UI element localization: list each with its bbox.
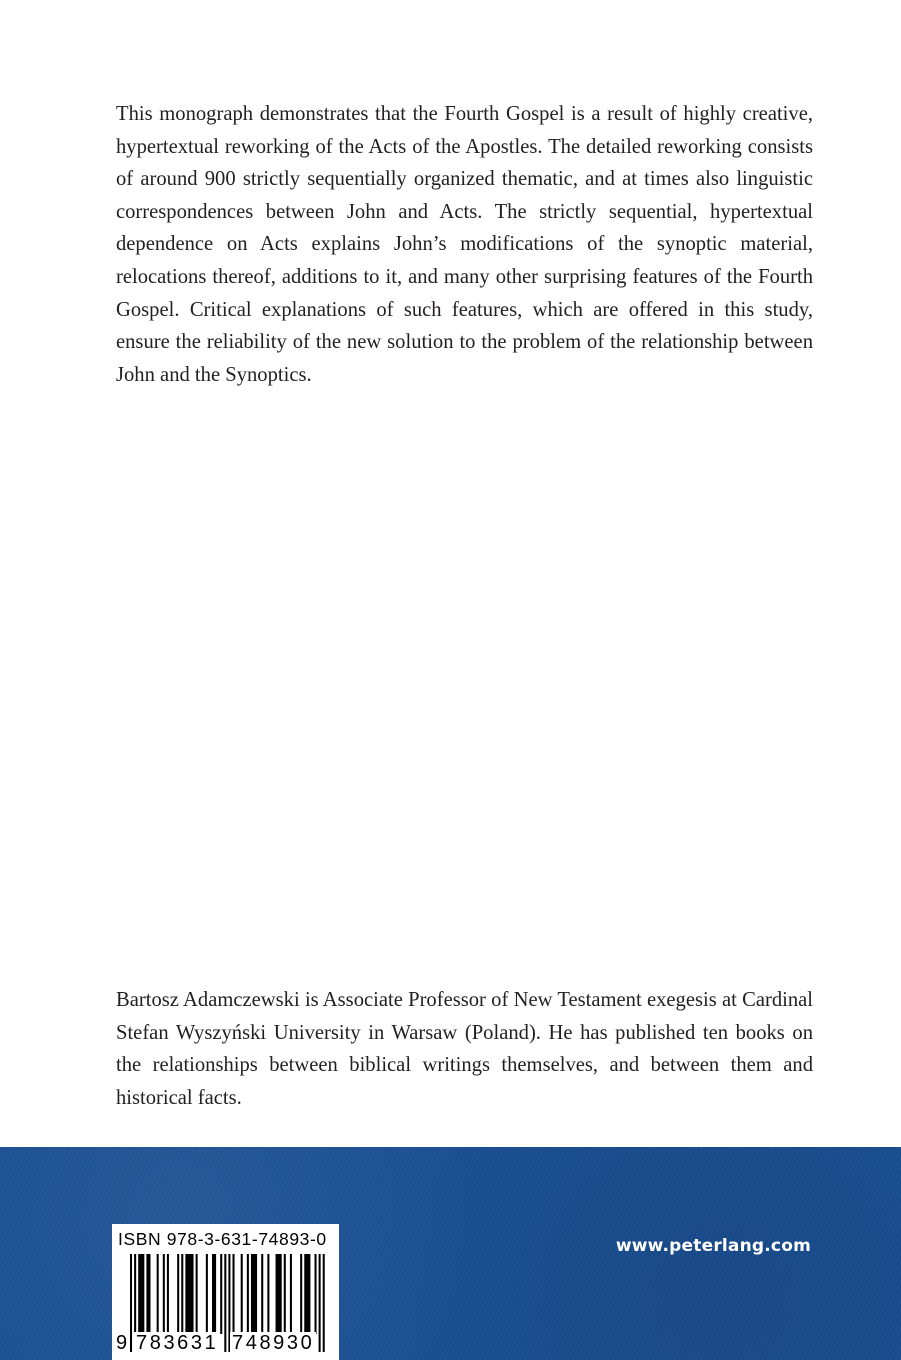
barcode-bar-19 <box>251 1254 257 1334</box>
barcode-bar-14 <box>224 1254 226 1352</box>
barcode-bar-13 <box>220 1254 222 1334</box>
barcode-bar-4 <box>157 1254 159 1334</box>
barcode-bar-3 <box>146 1254 150 1334</box>
barcode-bar-27 <box>315 1254 317 1334</box>
author-biography: Bartosz Adamczewski is Associate Professor of New Testament exegesis at Cardinal Stefan Wyszyński University in Warsaw (Poland). He has published ten books on the relationships between biblical writings themselves, and between them and historical facts. <box>116 989 813 1109</box>
barcode-bar-17 <box>241 1254 243 1334</box>
barcode-bar-8 <box>181 1254 183 1334</box>
ean-first-digit: 9 <box>116 1332 128 1354</box>
ean-right-digits: 748930 <box>232 1332 315 1354</box>
isbn-barcode <box>112 1224 339 1360</box>
barcode-bar-29 <box>323 1254 325 1352</box>
barcode-bar-26 <box>304 1254 310 1334</box>
barcode-bar-22 <box>276 1254 282 1334</box>
barcode-bar-25 <box>300 1254 302 1334</box>
barcode-bar-7 <box>177 1254 179 1334</box>
barcode-bar-11 <box>206 1254 208 1334</box>
barcode-bar-18 <box>247 1254 249 1334</box>
barcode-bar-20 <box>261 1254 263 1334</box>
barcode-bar-9 <box>185 1254 193 1334</box>
publisher-website-link[interactable]: www.peterlang.com <box>615 1236 811 1256</box>
barcode-bar-16 <box>233 1254 235 1334</box>
barcode-bar-6 <box>167 1254 169 1334</box>
barcode-bar-2 <box>138 1254 144 1334</box>
barcode-bar-23 <box>284 1254 286 1334</box>
barcode-bar-10 <box>196 1254 198 1334</box>
book-description: This monograph demonstrates that the Fourth Gospel is a result of highly creative, hypertextual reworking of the Acts of the Apostles. The detailed reworking consists of around 900 strictly sequentially organized thematic, and at times also linguistic correspondences between John and Acts. The strictly sequential, hypertextual dependence on Acts explains John’s modifications of the synoptic material, relocations thereof, additions to it, and many other surprising features of the Fourth Gospel. Critical explanations of such features, which are offered in this study, ensure the reliability of the new solution to the problem of the relationship between John and the Synoptics. <box>116 103 813 386</box>
barcode-bar-0 <box>130 1254 132 1352</box>
barcode-bar-24 <box>290 1254 292 1334</box>
ean-left-digits: 783631 <box>136 1332 219 1354</box>
barcode-bar-12 <box>212 1254 216 1334</box>
barcode-bar-21 <box>267 1254 269 1334</box>
barcode-bar-28 <box>319 1254 321 1352</box>
isbn-label: ISBN 978-3-631-74893-0 <box>118 1229 327 1249</box>
barcode-bar-5 <box>163 1254 165 1334</box>
